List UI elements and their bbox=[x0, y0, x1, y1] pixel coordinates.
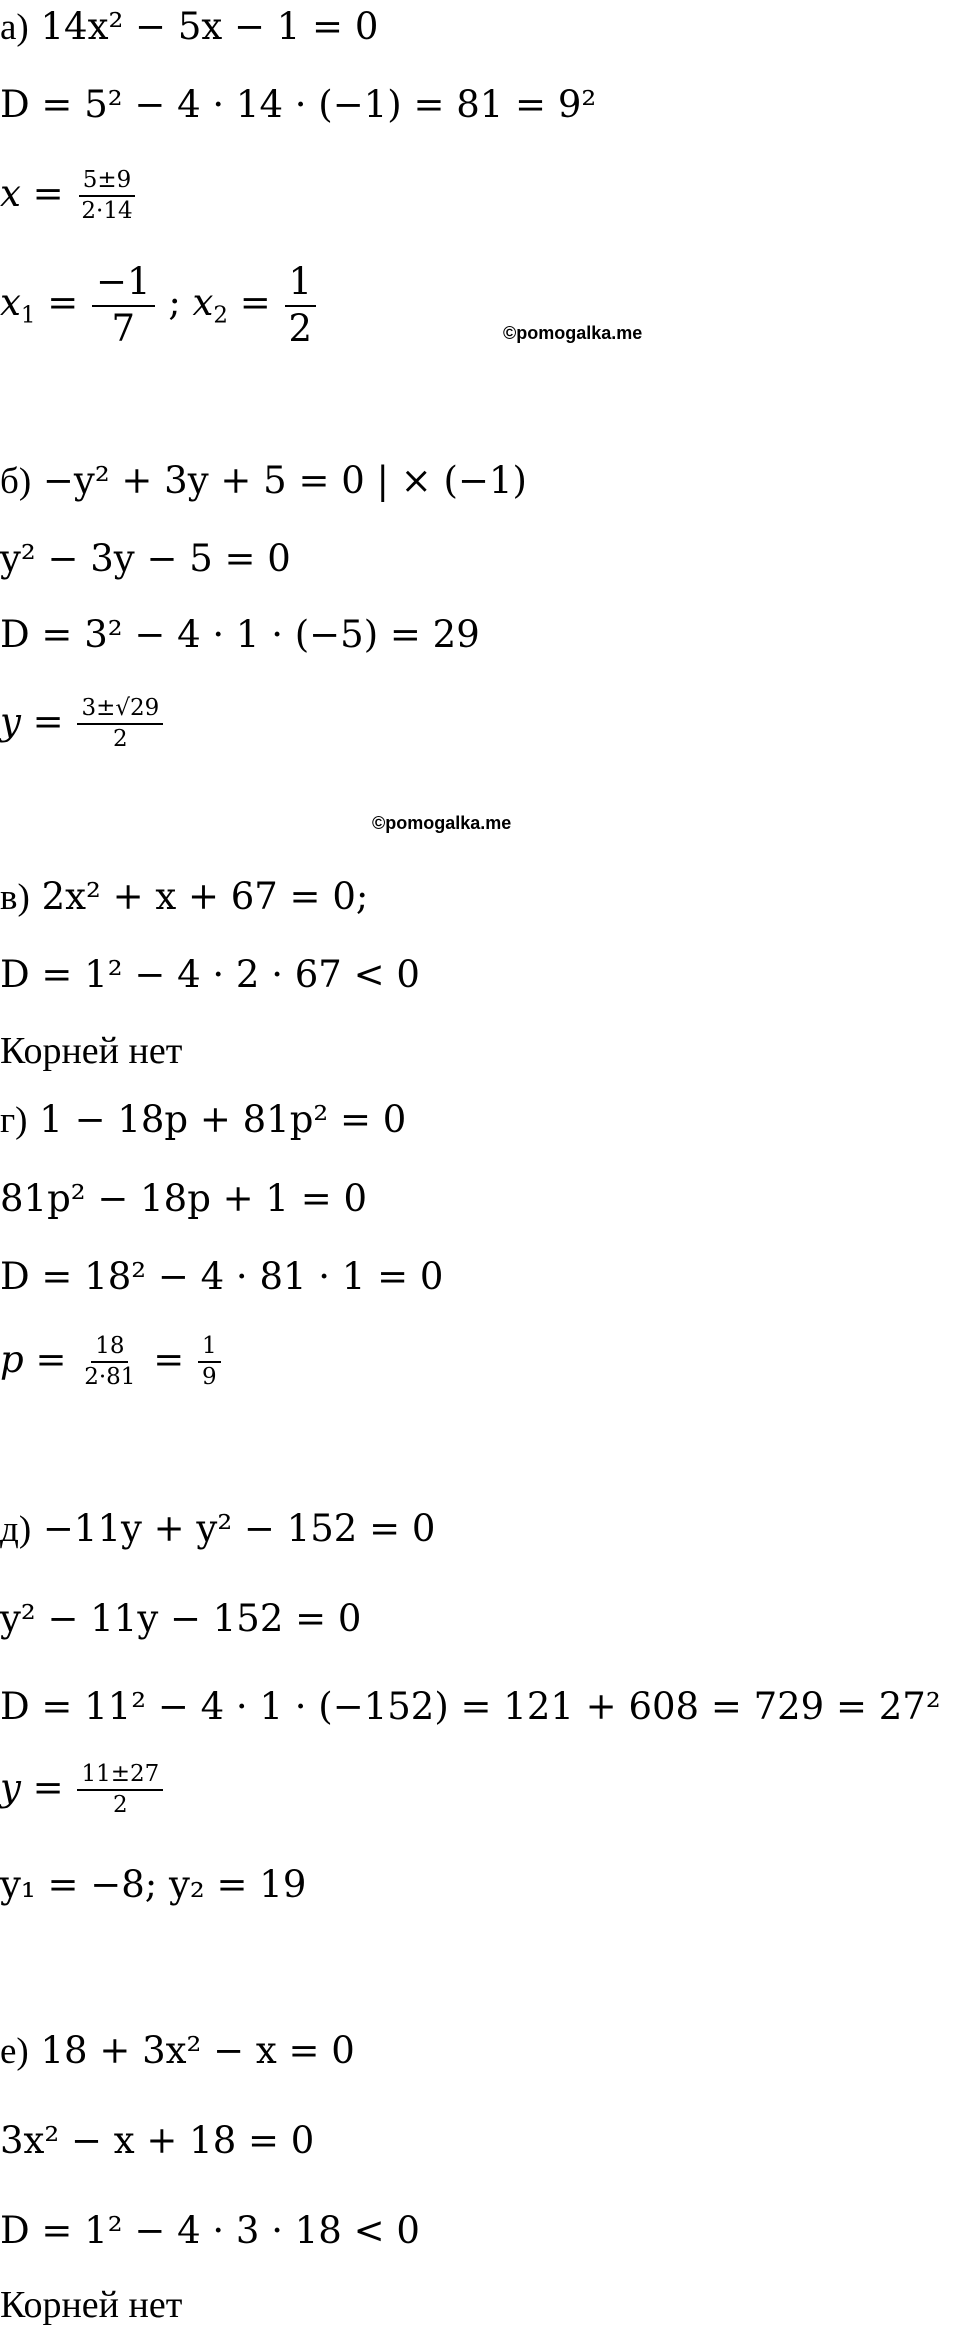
g-formula-den: 2·81 bbox=[84, 1364, 136, 1391]
v-label: в) bbox=[0, 877, 30, 918]
a-x1-den: 7 bbox=[111, 306, 136, 350]
g-result-num: 1 bbox=[198, 1334, 221, 1363]
watermark-1: ©pomogalka.me bbox=[503, 323, 643, 343]
g-formula-fraction bbox=[80, 1334, 139, 1391]
b-root-formula: y = $\frac{3\pm√29}{2}$ bbox=[0, 696, 165, 753]
d-formula-num: 11±27 bbox=[77, 1762, 163, 1791]
e-equation-2: 3x² − x + 18 = 0 bbox=[0, 2119, 315, 2162]
d-formula-fraction bbox=[77, 1762, 163, 1819]
a-eq-text: 14x² − 5x − 1 = 0 bbox=[40, 5, 379, 48]
d-equation bbox=[0, 1507, 436, 1550]
b-formula-fraction bbox=[77, 696, 163, 753]
g-discriminant: D = 18² − 4 · 81 · 1 = 0 bbox=[0, 1255, 444, 1298]
g-label: г) bbox=[0, 1100, 28, 1141]
g-equation-2: 81p² − 18p + 1 = 0 bbox=[0, 1177, 368, 1220]
d-label: д) bbox=[0, 1509, 32, 1550]
b-label: б) bbox=[0, 461, 32, 502]
d-discriminant: D = 11² − 4 · 1 · (−152) = 121 + 608 = 729 = 27² bbox=[0, 1685, 941, 1728]
a-x1-num: −1 bbox=[92, 262, 155, 307]
e-discriminant: D = 1² − 4 · 3 · 18 < 0 bbox=[0, 2209, 420, 2252]
g-result-den: 9 bbox=[201, 1364, 217, 1391]
b-discriminant: D = 3² − 4 · 1 · (−5) = 29 bbox=[0, 613, 480, 656]
g-formula-num: 18 bbox=[91, 1334, 128, 1363]
d-eq-text: −11y + y² − 152 = 0 bbox=[42, 1507, 436, 1550]
g-result-fraction bbox=[198, 1334, 221, 1391]
v-eq-text: 2x² + x + 67 = 0; bbox=[41, 875, 369, 918]
a-roots: $x_1$ = $\frac{-1}{7}$ ; $x_2$ = $\frac{1}{2}$ bbox=[0, 262, 318, 349]
a-label: а) bbox=[0, 7, 29, 48]
e-answer: Корней нет bbox=[0, 2284, 183, 2326]
a-formula-fraction bbox=[77, 168, 136, 225]
a-discriminant: D = 5² − 4 · 14 · (−1) = 81 = 9² bbox=[0, 83, 597, 126]
a-formula-den: 2·14 bbox=[81, 198, 133, 225]
g-eq-text: 1 − 18p + 81p² = 0 bbox=[39, 1098, 407, 1141]
b-formula-den: 2 bbox=[113, 726, 128, 753]
v-discriminant: D = 1² − 4 · 2 · 67 < 0 bbox=[0, 953, 420, 996]
e-eq-text: 18 + 3x² − x = 0 bbox=[40, 2029, 355, 2072]
g-root-formula: p = $\frac{18}{2\cdot 81}$ = $\frac{1}{9}$ bbox=[0, 1334, 223, 1391]
a-formula-num: 5±9 bbox=[79, 168, 136, 197]
b-equation bbox=[0, 459, 527, 502]
v-answer: Корней нет bbox=[0, 1030, 183, 1072]
d-equation-2: y² − 11y − 152 = 0 bbox=[0, 1597, 362, 1640]
b-equation-2: y² − 3y − 5 = 0 bbox=[0, 537, 291, 580]
e-label: е) bbox=[0, 2031, 29, 2072]
a-equation bbox=[0, 5, 379, 48]
a-x1-fraction bbox=[92, 262, 155, 349]
a-root-formula: x = $\frac{5\pm 9}{2\cdot 14}$ bbox=[0, 168, 139, 225]
g-equation bbox=[0, 1098, 407, 1141]
a-x2-fraction bbox=[285, 262, 317, 349]
d-root-formula: y = $\frac{11\pm 27}{2}$ bbox=[0, 1762, 165, 1819]
a-x2-den: 2 bbox=[288, 306, 313, 350]
watermark-2: ©pomogalka.me bbox=[372, 813, 512, 833]
e-equation bbox=[0, 2029, 355, 2072]
b-formula-num: 3±√29 bbox=[77, 696, 163, 725]
a-x2-num: 1 bbox=[285, 262, 317, 307]
d-roots: y₁ = −8; y₂ = 19 bbox=[0, 1863, 307, 1906]
b-eq-text: −y² + 3y + 5 = 0 | × (−1) bbox=[42, 459, 527, 502]
v-equation bbox=[0, 875, 369, 918]
d-formula-den: 2 bbox=[113, 1792, 128, 1819]
